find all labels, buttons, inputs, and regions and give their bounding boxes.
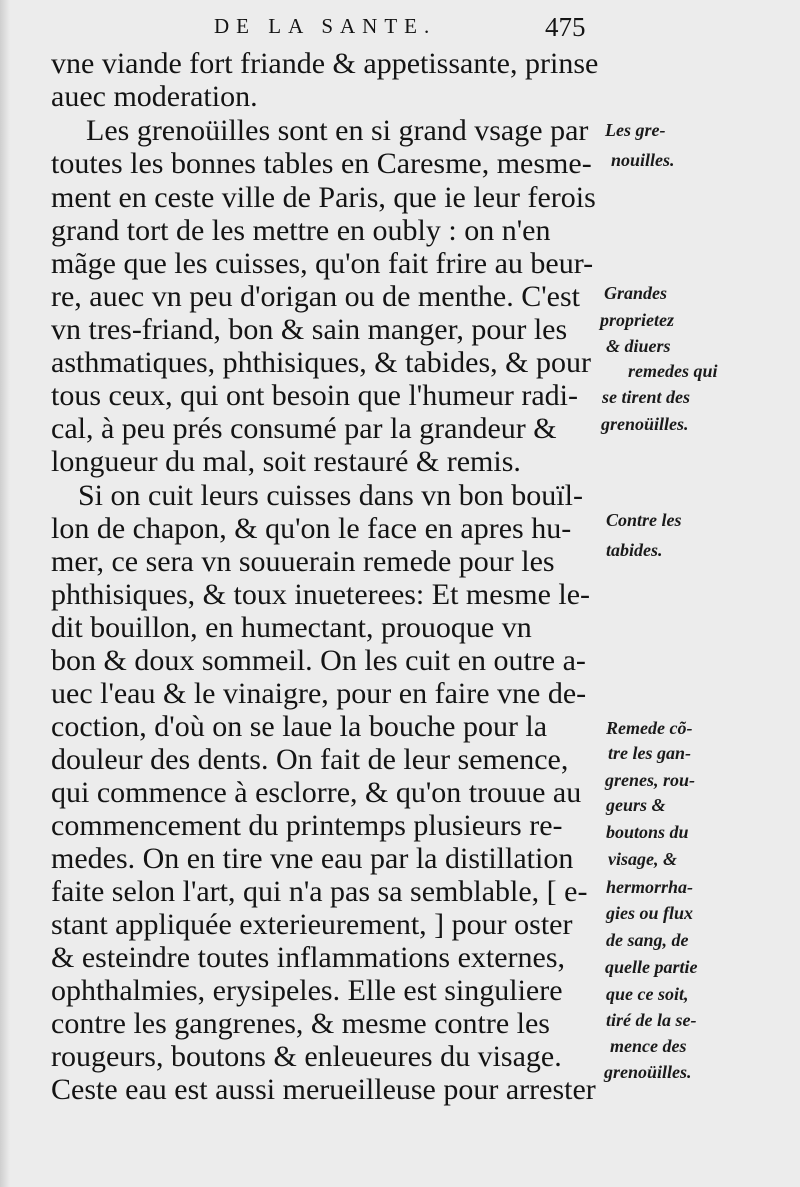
page-gutter-shadow bbox=[0, 0, 10, 1187]
body-line: ophthalmies, erysipeles. Elle est singuliere bbox=[51, 974, 563, 1007]
body-line: vn tres-friand, bon & sain manger, pour les bbox=[51, 313, 568, 346]
margin-note: mence des bbox=[610, 1036, 687, 1056]
margin-note: se tirent des bbox=[602, 387, 690, 407]
body-line: stant appliquée exterieurement, ] pour oster bbox=[51, 908, 573, 941]
body-line: longueur du mal, soit restauré & remis. bbox=[51, 445, 521, 478]
margin-note: geurs & bbox=[606, 795, 666, 815]
body-line: uec l'eau & le vinaigre, pour en faire vne de- bbox=[51, 677, 587, 710]
body-line: medes. On en tire vne eau par la distillation bbox=[51, 842, 574, 875]
margin-note: que ce soit, bbox=[606, 984, 689, 1004]
body-line: auec moderation. bbox=[51, 80, 258, 113]
body-line: douleur des dents. On fait de leur semence, bbox=[51, 743, 569, 776]
body-line: phthisiques, & toux inueterees: Et mesme le- bbox=[51, 578, 591, 611]
body-line: Les grenoüilles sont en si grand vsage par bbox=[86, 114, 589, 147]
margin-note: Contre les bbox=[606, 510, 682, 530]
body-line: asthmatiques, phthisiques, & tabides, & pour bbox=[51, 346, 591, 379]
margin-note: hermorrha- bbox=[606, 877, 694, 897]
body-line: toutes les bonnes tables en Caresme, mesme- bbox=[51, 147, 592, 180]
body-line: vne viande fort friande & appetissante, prinse bbox=[51, 47, 599, 80]
body-line: cal, à peu prés consumé par la grandeur & bbox=[51, 412, 557, 445]
body-line: tous ceux, qui ont besoin que l'humeur radi- bbox=[51, 379, 578, 412]
body-line: mãge que les cuisses, qu'on fait frire au beur- bbox=[51, 247, 594, 280]
body-line: ment en ceste ville de Paris, que ie leur ferois bbox=[51, 181, 596, 214]
body-line: qui commence à esclorre, & qu'on trouue au bbox=[51, 776, 582, 809]
margin-note: grenoüilles. bbox=[601, 414, 689, 434]
margin-note: gies ou flux bbox=[606, 903, 694, 923]
body-line: coction, d'où on se laue la bouche pour la bbox=[51, 710, 548, 743]
margin-note: grenoüilles. bbox=[604, 1062, 692, 1082]
body-line: faite selon l'art, qui n'a pas sa semblable, [ e- bbox=[51, 875, 588, 908]
margin-note: Grandes bbox=[604, 283, 668, 303]
body-line: bon & doux sommeil. On les cuit en outre a- bbox=[51, 644, 586, 677]
body-line: commencement du printemps plusieurs re- bbox=[51, 809, 563, 842]
body-line: Ceste eau est aussi merueilleuse pour arrester bbox=[51, 1073, 596, 1106]
page-number: 475 bbox=[545, 12, 586, 42]
body-line: Si on cuit leurs cuisses dans vn bon bouïl- bbox=[78, 479, 583, 512]
margin-note: & diuers bbox=[606, 336, 671, 356]
margin-note: proprietez bbox=[600, 310, 674, 330]
body-line: lon de chapon, & qu'on le face en apres hu- bbox=[51, 512, 572, 545]
margin-note: tiré de la se- bbox=[606, 1010, 697, 1030]
margin-note: quelle partie bbox=[605, 957, 698, 977]
margin-note: Remede cõ- bbox=[606, 718, 693, 738]
body-line: & esteindre toutes inflammations externes, bbox=[51, 941, 566, 974]
body-line: dit bouillon, en humectant, prouoque vn bbox=[51, 611, 532, 644]
margin-note: remedes qui bbox=[628, 361, 718, 381]
margin-note: visage, & bbox=[608, 849, 677, 869]
margin-note: de sang, de bbox=[606, 930, 689, 950]
margin-note: boutons du bbox=[606, 822, 689, 842]
margin-note: tre les gan- bbox=[608, 743, 691, 763]
margin-note: grenes, rou- bbox=[605, 770, 696, 790]
running-head: DE LA SANTE. bbox=[214, 14, 437, 38]
margin-note: nouilles. bbox=[611, 150, 675, 170]
body-line: contre les gangrenes, & mesme contre les bbox=[51, 1007, 550, 1040]
margin-note: tabides. bbox=[606, 540, 663, 560]
body-line: re, auec vn peu d'origan ou de menthe. C'est bbox=[51, 280, 580, 313]
body-line: grand tort de les mettre en oubly : on n'en bbox=[51, 214, 551, 247]
margin-note: Les gre- bbox=[605, 120, 666, 140]
body-line: mer, ce sera vn souuerain remede pour les bbox=[51, 545, 555, 578]
body-line: rougeurs, boutons & enleueures du visage. bbox=[51, 1040, 562, 1073]
